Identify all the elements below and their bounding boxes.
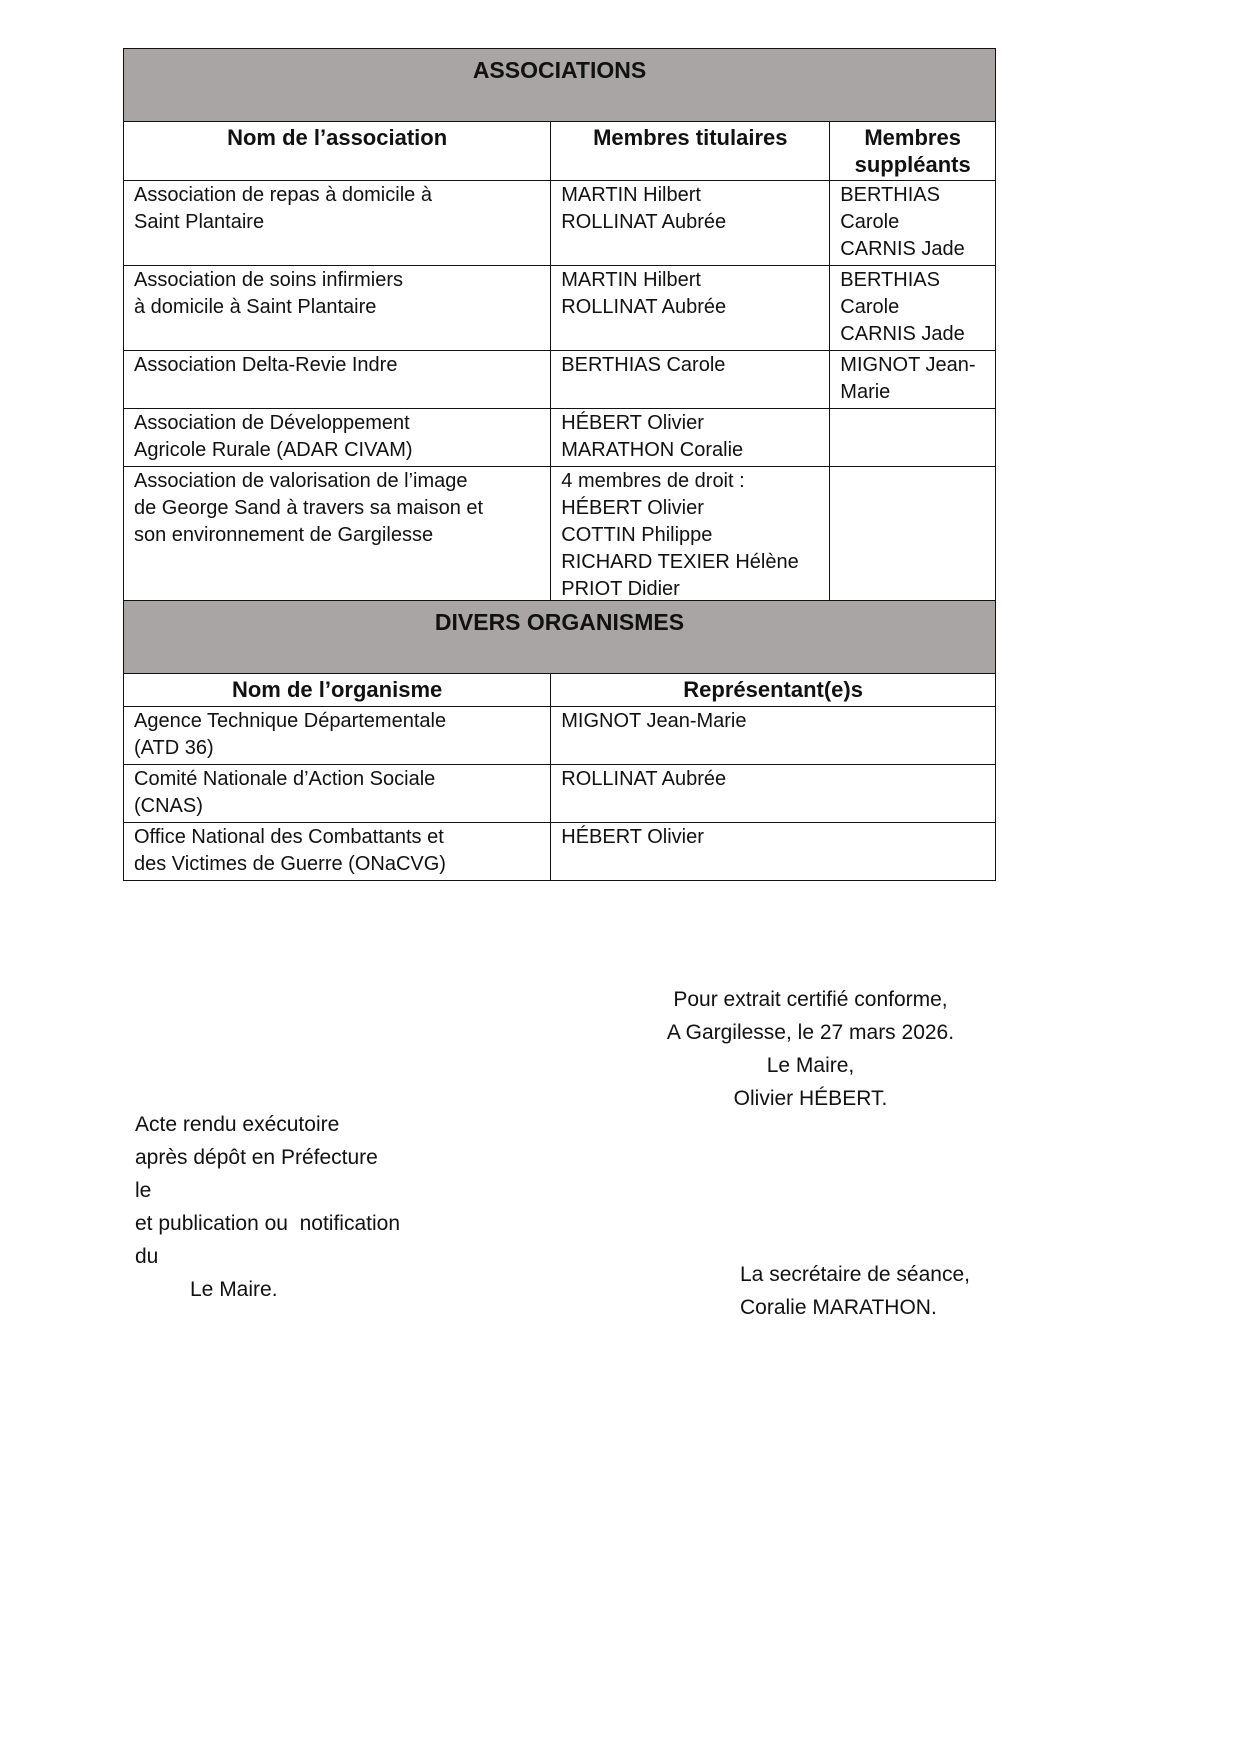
table-row — [124, 823, 996, 881]
text-line: et publication ou notification — [135, 1212, 401, 1235]
table-row — [124, 707, 996, 765]
associations-table — [123, 48, 996, 606]
cell-line: Association de soins infirmiers — [134, 269, 403, 291]
table-cell — [124, 823, 551, 881]
column-header: Nom de l’association — [124, 122, 551, 181]
cell-line: (CNAS) — [134, 795, 203, 817]
text-line: après dépôt en Préfecture — [135, 1146, 378, 1169]
table-cell — [551, 467, 830, 606]
cell-line: MARTIN Hilbert — [561, 269, 701, 291]
table-header-row — [124, 122, 996, 181]
cell-line: RICHARD TEXIER Hélène — [561, 551, 799, 573]
table-row — [124, 181, 996, 266]
text-line: Coralie MARATHON. — [740, 1296, 937, 1319]
table-cell — [124, 467, 551, 606]
cell-line: MARATHON Coralie — [561, 439, 744, 461]
text-line: le — [135, 1179, 152, 1202]
table-cell — [124, 765, 551, 823]
cell-line: (ATD 36) — [134, 737, 214, 759]
table-cell — [830, 409, 996, 467]
table-cell — [551, 181, 830, 266]
cell-line: HÉBERT Olivier — [561, 412, 704, 434]
table-cell — [830, 351, 996, 409]
organismes-table — [123, 600, 996, 881]
table-cell — [551, 351, 830, 409]
cell-line: COTTIN Philippe — [561, 524, 713, 546]
executory-notice-block — [135, 1108, 555, 1306]
cell-line: CARNIS Jade — [840, 238, 965, 260]
cell-line: son environnement de Gargilesse — [134, 524, 434, 546]
cell-line: Comité Nationale d’Action Sociale — [134, 768, 436, 790]
executory-mayor-line: Le Maire. — [190, 1278, 278, 1301]
cell-line: ROLLINAT Aubrée — [561, 296, 727, 318]
table-title-row — [124, 601, 996, 674]
cell-line: Agence Technique Départementale — [134, 710, 447, 732]
cell-line: Association de valorisation de l’image — [134, 470, 468, 492]
table-cell — [551, 409, 830, 467]
cell-line: MIGNOT Jean-Marie — [561, 710, 747, 732]
table-cell — [830, 266, 996, 351]
table-cell — [551, 823, 996, 881]
cell-line: Association de Développement — [134, 412, 410, 434]
associations-table-title: ASSOCIATIONS — [124, 49, 996, 122]
table-cell — [124, 181, 551, 266]
column-header: Membres titulaires — [551, 122, 830, 181]
table-row — [124, 467, 996, 606]
cell-line: de George Sand à travers sa maison et — [134, 497, 484, 519]
cell-line: MIGNOT Jean-Marie — [840, 354, 976, 403]
cell-line: ROLLINAT Aubrée — [561, 211, 727, 233]
text-line: Le Maire, — [766, 1054, 855, 1077]
table-header-row — [124, 674, 996, 707]
column-header: Nom de l’organisme — [124, 674, 551, 707]
table-cell — [551, 707, 996, 765]
table-cell — [124, 266, 551, 351]
text-line: du — [135, 1245, 159, 1268]
cell-line: Office National des Combattants et — [134, 826, 444, 848]
cell-line: HÉBERT Olivier — [561, 826, 704, 848]
column-header: Membres suppléants — [830, 122, 996, 181]
cell-line: MARTIN Hilbert — [561, 184, 701, 206]
organismes-table-title: DIVERS ORGANISMES — [124, 601, 996, 674]
cell-line: CARNIS Jade — [840, 323, 965, 345]
cell-line: Association Delta-Revie Indre — [134, 354, 398, 376]
text-line: A Gargilesse, le 27 mars 2026. — [666, 1021, 955, 1044]
cell-line: à domicile à Saint Plantaire — [134, 296, 377, 318]
table-row — [124, 266, 996, 351]
table-cell — [830, 467, 996, 606]
table-cell — [124, 707, 551, 765]
secretary-signature-block — [740, 1258, 1040, 1324]
cell-line: Saint Plantaire — [134, 211, 265, 233]
cell-line: 4 membres de droit : — [561, 470, 745, 492]
cell-line: des Victimes de Guerre (ONaCVG) — [134, 853, 446, 875]
cell-line: BERTHIAS Carole — [840, 269, 946, 318]
cell-line: BERTHIAS Carole — [840, 184, 946, 233]
cell-line: HÉBERT Olivier — [561, 497, 704, 519]
cell-line: PRIOT Didier — [561, 578, 680, 600]
cell-line: BERTHIAS Carole — [561, 354, 726, 376]
table-row — [124, 351, 996, 409]
text-line: La secrétaire de séance, — [740, 1263, 970, 1286]
cell-line: Association de repas à domicile à — [134, 184, 432, 206]
table-cell — [124, 409, 551, 467]
table-cell — [124, 351, 551, 409]
table-cell — [551, 266, 830, 351]
table-cell — [830, 181, 996, 266]
cell-line: Agricole Rurale (ADAR CIVAM) — [134, 439, 413, 461]
table-title-row — [124, 49, 996, 122]
text-line: Pour extrait certifié conforme, — [673, 988, 948, 1011]
text-line: Olivier HÉBERT. — [733, 1087, 888, 1110]
table-cell — [551, 765, 996, 823]
table-row — [124, 765, 996, 823]
certify-signature-block — [598, 983, 1023, 1115]
table-row — [124, 409, 996, 467]
column-header: Représentant(e)s — [551, 674, 996, 707]
executory-lines — [135, 1108, 555, 1273]
cell-line: ROLLINAT Aubrée — [561, 768, 727, 790]
text-line: Acte rendu exécutoire — [135, 1113, 340, 1136]
